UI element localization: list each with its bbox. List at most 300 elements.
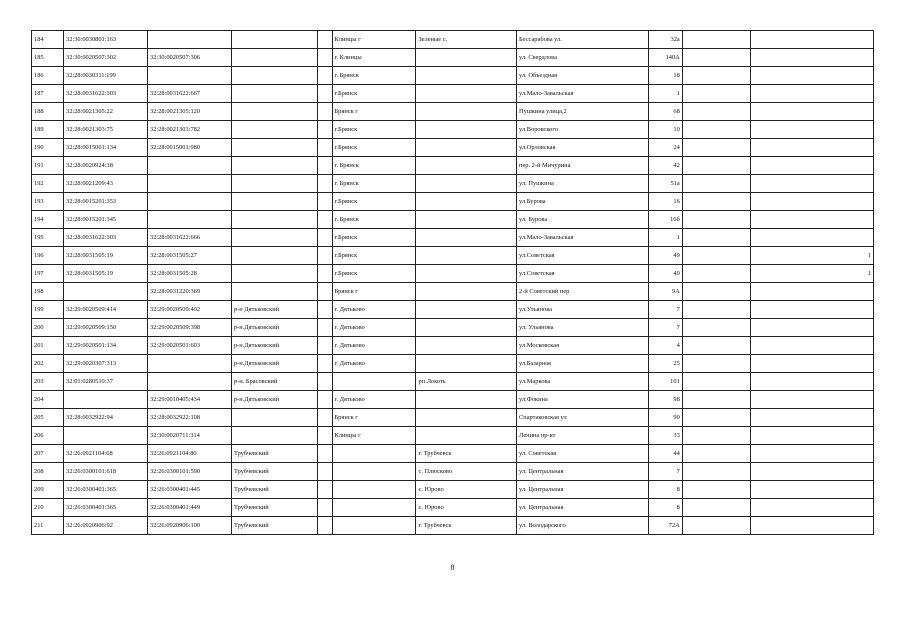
- cadastral-number-secondary-cell: [148, 67, 232, 85]
- extra-cell-2: [751, 373, 874, 391]
- extra-cell-2: [751, 193, 874, 211]
- extra-cell-1: [682, 301, 751, 319]
- city-cell: г. Дятьково: [332, 301, 416, 319]
- settlement-cell: [416, 175, 517, 193]
- row-number-cell: 185: [32, 49, 64, 67]
- street-cell: ул.Мало-Завальская: [517, 85, 648, 103]
- city-cell: г.Брянск: [332, 265, 416, 283]
- house-number-cell: 1: [648, 229, 682, 247]
- house-number-cell: 7: [648, 301, 682, 319]
- cadastral-number-cell: 32:26:0300401:365: [64, 481, 148, 499]
- extra-cell-2: [751, 31, 874, 49]
- cadastral-number-cell: 32:30:0030801:163: [64, 31, 148, 49]
- cadastral-number-cell: 32:28:0031505:19: [64, 265, 148, 283]
- house-number-cell: 33: [648, 427, 682, 445]
- street-cell: ул.Маркова: [517, 373, 648, 391]
- house-number-cell: 32а: [648, 31, 682, 49]
- settlement-cell: [416, 193, 517, 211]
- row-number-cell: 203: [32, 373, 64, 391]
- street-cell: ул.Советская: [517, 247, 648, 265]
- city-cell: Брянск г: [332, 103, 416, 121]
- cadastral-number-secondary-cell: [148, 193, 232, 211]
- extra-cell-2: [751, 445, 874, 463]
- table-row: [32, 211, 874, 229]
- spacer-cell: [318, 463, 332, 481]
- street-cell: ул. Свердлова: [517, 49, 648, 67]
- extra-cell-2: [751, 103, 874, 121]
- house-number-cell: 18: [648, 67, 682, 85]
- row-number-cell: 209: [32, 481, 64, 499]
- house-number-cell: 9А: [648, 283, 682, 301]
- house-number-cell: 90: [648, 409, 682, 427]
- settlement-cell: [416, 283, 517, 301]
- house-number-cell: 1: [648, 85, 682, 103]
- row-number-cell: 187: [32, 85, 64, 103]
- settlement-cell: с. Плюсково: [416, 463, 517, 481]
- settlement-cell: [416, 409, 517, 427]
- property-registry-table: [31, 30, 874, 535]
- street-cell: ул. Центральная: [517, 499, 648, 517]
- street-cell: ул.Воровского: [517, 121, 648, 139]
- house-number-cell: 8: [648, 499, 682, 517]
- row-number-cell: 199: [32, 301, 64, 319]
- street-cell: ул. Объездная: [517, 67, 648, 85]
- extra-cell-1: [682, 373, 751, 391]
- row-number-cell: 200: [32, 319, 64, 337]
- city-cell: г. Брянск: [332, 67, 416, 85]
- table-row: [32, 31, 874, 49]
- district-cell: р-н.Дятьковский: [231, 391, 317, 409]
- extra-cell-2: [751, 355, 874, 373]
- house-number-cell: 4: [648, 337, 682, 355]
- table-row: [32, 319, 874, 337]
- extra-cell-1: [682, 229, 751, 247]
- cadastral-number-secondary-cell: 32:26:0300401:445: [148, 481, 232, 499]
- street-cell: пер. 2-й Мичурина: [517, 157, 648, 175]
- table-row: [32, 67, 874, 85]
- district-cell: Трубчевский: [231, 499, 317, 517]
- street-cell: ул. Бурова: [517, 211, 648, 229]
- district-cell: [231, 409, 317, 427]
- settlement-cell: [416, 319, 517, 337]
- street-cell: ул. Центральная: [517, 481, 648, 499]
- table-body: [32, 31, 874, 535]
- extra-cell-2: [751, 427, 874, 445]
- extra-cell-1: [682, 247, 751, 265]
- table-row: [32, 409, 874, 427]
- page-number: 8: [450, 563, 455, 572]
- table-row: [32, 337, 874, 355]
- house-number-cell: 42: [648, 157, 682, 175]
- street-cell: ул.Фокина: [517, 391, 648, 409]
- cadastral-number-secondary-cell: 32:26:0921104:80: [148, 445, 232, 463]
- extra-cell-1: [682, 157, 751, 175]
- city-cell: Брянск г: [332, 283, 416, 301]
- cadastral-number-secondary-cell: 32:28:0031220:369: [148, 283, 232, 301]
- house-number-cell: 8: [648, 481, 682, 499]
- cadastral-number-secondary-cell: 32:29:0010405:434: [148, 391, 232, 409]
- table-row: [32, 391, 874, 409]
- row-number-cell: 192: [32, 175, 64, 193]
- house-number-cell: 16б: [648, 211, 682, 229]
- cadastral-number-cell: 32:01:0280510:37: [64, 373, 148, 391]
- district-cell: [231, 157, 317, 175]
- spacer-cell: [318, 31, 332, 49]
- city-cell: [332, 463, 416, 481]
- street-cell: ул.Базарная: [517, 355, 648, 373]
- spacer-cell: [318, 355, 332, 373]
- cadastral-number-cell: [64, 391, 148, 409]
- table-row: [32, 283, 874, 301]
- settlement-cell: [416, 427, 517, 445]
- table-row: [32, 517, 874, 535]
- row-number-cell: 204: [32, 391, 64, 409]
- house-number-cell: 140А: [648, 49, 682, 67]
- table-row: [32, 301, 874, 319]
- cadastral-number-cell: 32:29:0020509:150: [64, 319, 148, 337]
- extra-cell-2: [751, 229, 874, 247]
- table-row: [32, 265, 874, 283]
- cadastral-number-cell: 32:28:0015001:134: [64, 139, 148, 157]
- extra-cell-1: [682, 517, 751, 535]
- row-number-cell: 202: [32, 355, 64, 373]
- row-number-cell: 201: [32, 337, 64, 355]
- settlement-cell: Зеленые с.: [416, 31, 517, 49]
- extra-cell-2: [751, 121, 874, 139]
- house-number-cell: 25: [648, 355, 682, 373]
- city-cell: г.Брянск: [332, 139, 416, 157]
- row-number-cell: 198: [32, 283, 64, 301]
- street-cell: 2-й Советский пер: [517, 283, 648, 301]
- cadastral-number-secondary-cell: 32:26:0300401:449: [148, 499, 232, 517]
- extra-cell-1: [682, 445, 751, 463]
- cadastral-number-cell: 32:26:0921104:68: [64, 445, 148, 463]
- spacer-cell: [318, 121, 332, 139]
- district-cell: р-н.Дятьковский: [231, 337, 317, 355]
- cadastral-number-cell: 32:26:0920906:92: [64, 517, 148, 535]
- cadastral-number-cell: 32:28:0021305:22: [64, 103, 148, 121]
- district-cell: [231, 265, 317, 283]
- row-number-cell: 193: [32, 193, 64, 211]
- extra-cell-2: [751, 499, 874, 517]
- house-number-cell: 98: [648, 391, 682, 409]
- city-cell: [332, 499, 416, 517]
- extra-cell-2: [751, 139, 874, 157]
- cadastral-number-cell: 32:28:0031622:303: [64, 229, 148, 247]
- street-cell: ул. Центральная: [517, 463, 648, 481]
- cadastral-number-cell: 32:30:0020507:302: [64, 49, 148, 67]
- row-number-cell: 208: [32, 463, 64, 481]
- settlement-cell: [416, 157, 517, 175]
- settlement-cell: г. Трубчевск: [416, 445, 517, 463]
- district-cell: р-н.Дятьковский: [231, 355, 317, 373]
- extra-cell-1: [682, 85, 751, 103]
- spacer-cell: [318, 445, 332, 463]
- extra-cell-1: [682, 139, 751, 157]
- row-number-cell: 188: [32, 103, 64, 121]
- row-number-cell: 207: [32, 445, 64, 463]
- row-number-cell: 189: [32, 121, 64, 139]
- table-row: [32, 427, 874, 445]
- table-row: [32, 85, 874, 103]
- spacer-cell: [318, 175, 332, 193]
- extra-cell-2: [751, 337, 874, 355]
- row-number-cell: 206: [32, 427, 64, 445]
- spacer-cell: [318, 409, 332, 427]
- settlement-cell: [416, 103, 517, 121]
- row-number-cell: 190: [32, 139, 64, 157]
- city-cell: г.Брянск: [332, 121, 416, 139]
- spacer-cell: [318, 391, 332, 409]
- district-cell: [231, 103, 317, 121]
- extra-cell-1: [682, 391, 751, 409]
- spacer-cell: [318, 211, 332, 229]
- street-cell: Бессарабова ул.: [517, 31, 648, 49]
- row-number-cell: 191: [32, 157, 64, 175]
- spacer-cell: [318, 427, 332, 445]
- table-row: [32, 49, 874, 67]
- extra-cell-1: [682, 481, 751, 499]
- city-cell: г.Брянск: [332, 229, 416, 247]
- cadastral-number-secondary-cell: 32:28:0015001:980: [148, 139, 232, 157]
- settlement-cell: [416, 337, 517, 355]
- city-cell: Клинцы г: [332, 427, 416, 445]
- house-number-cell: 16: [648, 193, 682, 211]
- city-cell: г. Брянск: [332, 211, 416, 229]
- spacer-cell: [318, 481, 332, 499]
- spacer-cell: [318, 193, 332, 211]
- spacer-cell: [318, 319, 332, 337]
- district-cell: р-н Дятьковский: [231, 301, 317, 319]
- city-cell: [332, 517, 416, 535]
- spacer-cell: [318, 85, 332, 103]
- district-cell: Трубчевский: [231, 445, 317, 463]
- cadastral-number-secondary-cell: 32:28:0021305:120: [148, 103, 232, 121]
- house-number-cell: 101: [648, 373, 682, 391]
- cadastral-number-cell: 32:28:0031505:19: [64, 247, 148, 265]
- city-cell: г.Брянск: [332, 247, 416, 265]
- settlement-cell: [416, 121, 517, 139]
- extra-cell-1: [682, 211, 751, 229]
- city-cell: г.Брянск: [332, 85, 416, 103]
- street-cell: ул.Московская: [517, 337, 648, 355]
- district-cell: Трубчевский: [231, 517, 317, 535]
- extra-cell-1: [682, 463, 751, 481]
- district-cell: [231, 229, 317, 247]
- city-cell: г. Дятьково: [332, 355, 416, 373]
- district-cell: [231, 247, 317, 265]
- spacer-cell: [318, 67, 332, 85]
- cadastral-number-secondary-cell: 32:28:0031505:27: [148, 247, 232, 265]
- cadastral-number-cell: 32:28:0032922:94: [64, 409, 148, 427]
- extra-cell-1: [682, 319, 751, 337]
- cadastral-number-cell: 32:29:0020501:134: [64, 337, 148, 355]
- extra-cell-2: [751, 409, 874, 427]
- cadastral-number-cell: 32:28:0021209:43: [64, 175, 148, 193]
- house-number-cell: 24: [648, 139, 682, 157]
- extra-cell-2: [751, 391, 874, 409]
- row-number-cell: 197: [32, 265, 64, 283]
- cadastral-number-cell: 32:26:0300101:618: [64, 463, 148, 481]
- cadastral-number-secondary-cell: [148, 31, 232, 49]
- spacer-cell: [318, 247, 332, 265]
- extra-cell-2: [751, 283, 874, 301]
- district-cell: [231, 427, 317, 445]
- spacer-cell: [318, 373, 332, 391]
- row-number-cell: 210: [32, 499, 64, 517]
- extra-cell-1: [682, 283, 751, 301]
- extra-cell-1: [682, 67, 751, 85]
- cadastral-number-secondary-cell: [148, 157, 232, 175]
- extra-cell-2: [751, 85, 874, 103]
- settlement-cell: [416, 265, 517, 283]
- district-cell: [231, 211, 317, 229]
- street-cell: ул. Володарского: [517, 517, 648, 535]
- settlement-cell: [416, 391, 517, 409]
- house-number-cell: 7: [648, 319, 682, 337]
- street-cell: Пушкина улица,2: [517, 103, 648, 121]
- house-number-cell: 68: [648, 103, 682, 121]
- spacer-cell: [318, 517, 332, 535]
- street-cell: ул. Советская: [517, 445, 648, 463]
- extra-cell-1: [682, 121, 751, 139]
- street-cell: ул. Ульянова: [517, 319, 648, 337]
- city-cell: г. Брянск: [332, 175, 416, 193]
- row-number-cell: 205: [32, 409, 64, 427]
- cadastral-number-cell: [64, 427, 148, 445]
- cadastral-number-cell: 32:26:0300401:365: [64, 499, 148, 517]
- district-cell: [231, 85, 317, 103]
- city-cell: [332, 373, 416, 391]
- cadastral-number-secondary-cell: 32:28:0031622:667: [148, 85, 232, 103]
- street-cell: ул.Советская: [517, 265, 648, 283]
- settlement-cell: г. Трубчевск: [416, 517, 517, 535]
- table-row: [32, 157, 874, 175]
- extra-cell-2: [751, 463, 874, 481]
- cadastral-number-secondary-cell: [148, 175, 232, 193]
- row-number-cell: 196: [32, 247, 64, 265]
- cadastral-number-cell: 32:28:0030311:199: [64, 67, 148, 85]
- table-row: [32, 229, 874, 247]
- district-cell: [231, 121, 317, 139]
- extra-cell-1: [682, 103, 751, 121]
- cadastral-number-cell: 32:28:0015201:353: [64, 193, 148, 211]
- settlement-cell: с. Юрово: [416, 499, 517, 517]
- spacer-cell: [318, 265, 332, 283]
- house-number-cell: 49: [648, 265, 682, 283]
- cadastral-number-cell: [64, 283, 148, 301]
- table-row: [32, 175, 874, 193]
- row-number-cell: 186: [32, 67, 64, 85]
- settlement-cell: [416, 211, 517, 229]
- settlement-cell: [416, 355, 517, 373]
- city-cell: Брянск г: [332, 409, 416, 427]
- spacer-cell: [318, 139, 332, 157]
- city-cell: г. Дятьково: [332, 337, 416, 355]
- extra-cell-1: [682, 427, 751, 445]
- extra-cell-2: [751, 319, 874, 337]
- house-number-cell: 10: [648, 121, 682, 139]
- cadastral-number-secondary-cell: 32:28:0031505:28: [148, 265, 232, 283]
- spacer-cell: [318, 499, 332, 517]
- table-row: [32, 445, 874, 463]
- street-cell: ул.Орловская: [517, 139, 648, 157]
- city-cell: г.Брянск: [332, 193, 416, 211]
- table-row: [32, 193, 874, 211]
- district-cell: р-н. Брасовский: [231, 373, 317, 391]
- settlement-cell: [416, 139, 517, 157]
- street-cell: Ленина пр-кт: [517, 427, 648, 445]
- extra-cell-2: 1: [751, 265, 874, 283]
- district-cell: р-н.Дятьковский: [231, 319, 317, 337]
- district-cell: Трубчевский: [231, 481, 317, 499]
- extra-cell-1: [682, 193, 751, 211]
- cadastral-number-secondary-cell: 32:26:0920906:100: [148, 517, 232, 535]
- cadastral-number-secondary-cell: 32:30:0020507:306: [148, 49, 232, 67]
- row-number-cell: 194: [32, 211, 64, 229]
- extra-cell-1: [682, 337, 751, 355]
- extra-cell-1: [682, 175, 751, 193]
- settlement-cell: [416, 85, 517, 103]
- extra-cell-2: [751, 517, 874, 535]
- street-cell: ул.Ульянова: [517, 301, 648, 319]
- table-row: [32, 481, 874, 499]
- house-number-cell: 72А: [648, 517, 682, 535]
- extra-cell-2: [751, 67, 874, 85]
- cadastral-number-secondary-cell: [148, 373, 232, 391]
- extra-cell-2: [751, 157, 874, 175]
- cadastral-number-cell: 32:28:0020924:38: [64, 157, 148, 175]
- spacer-cell: [318, 301, 332, 319]
- cadastral-number-cell: 32:28:0021303:75: [64, 121, 148, 139]
- row-number-cell: 184: [32, 31, 64, 49]
- house-number-cell: 7: [648, 463, 682, 481]
- extra-cell-1: [682, 409, 751, 427]
- cadastral-number-secondary-cell: 32:28:0021303:782: [148, 121, 232, 139]
- city-cell: г. Дятьково: [332, 391, 416, 409]
- cadastral-number-secondary-cell: 32:29:0020501:603: [148, 337, 232, 355]
- house-number-cell: 51а: [648, 175, 682, 193]
- cadastral-number-cell: 32:29:0020307:313: [64, 355, 148, 373]
- city-cell: г. Дятьково: [332, 319, 416, 337]
- cadastral-number-secondary-cell: [148, 355, 232, 373]
- cadastral-number-secondary-cell: 32:29:0020509:398: [148, 319, 232, 337]
- extra-cell-2: 1: [751, 247, 874, 265]
- extra-cell-1: [682, 31, 751, 49]
- cadastral-number-secondary-cell: 32:29:0020509:402: [148, 301, 232, 319]
- cadastral-number-secondary-cell: 32:26:0300101:590: [148, 463, 232, 481]
- extra-cell-1: [682, 49, 751, 67]
- settlement-cell: [416, 229, 517, 247]
- district-cell: Трубчевский: [231, 463, 317, 481]
- house-number-cell: 44: [648, 445, 682, 463]
- spacer-cell: [318, 157, 332, 175]
- city-cell: Клинцы г: [332, 31, 416, 49]
- table-row: [32, 121, 874, 139]
- extra-cell-1: [682, 355, 751, 373]
- settlement-cell: с. Юрово: [416, 481, 517, 499]
- district-cell: [231, 49, 317, 67]
- row-number-cell: 195: [32, 229, 64, 247]
- settlement-cell: [416, 49, 517, 67]
- table-row: [32, 463, 874, 481]
- extra-cell-1: [682, 499, 751, 517]
- settlement-cell: рп.Локоть: [416, 373, 517, 391]
- table-row: [32, 247, 874, 265]
- table-row: [32, 355, 874, 373]
- extra-cell-2: [751, 301, 874, 319]
- table-row: [32, 373, 874, 391]
